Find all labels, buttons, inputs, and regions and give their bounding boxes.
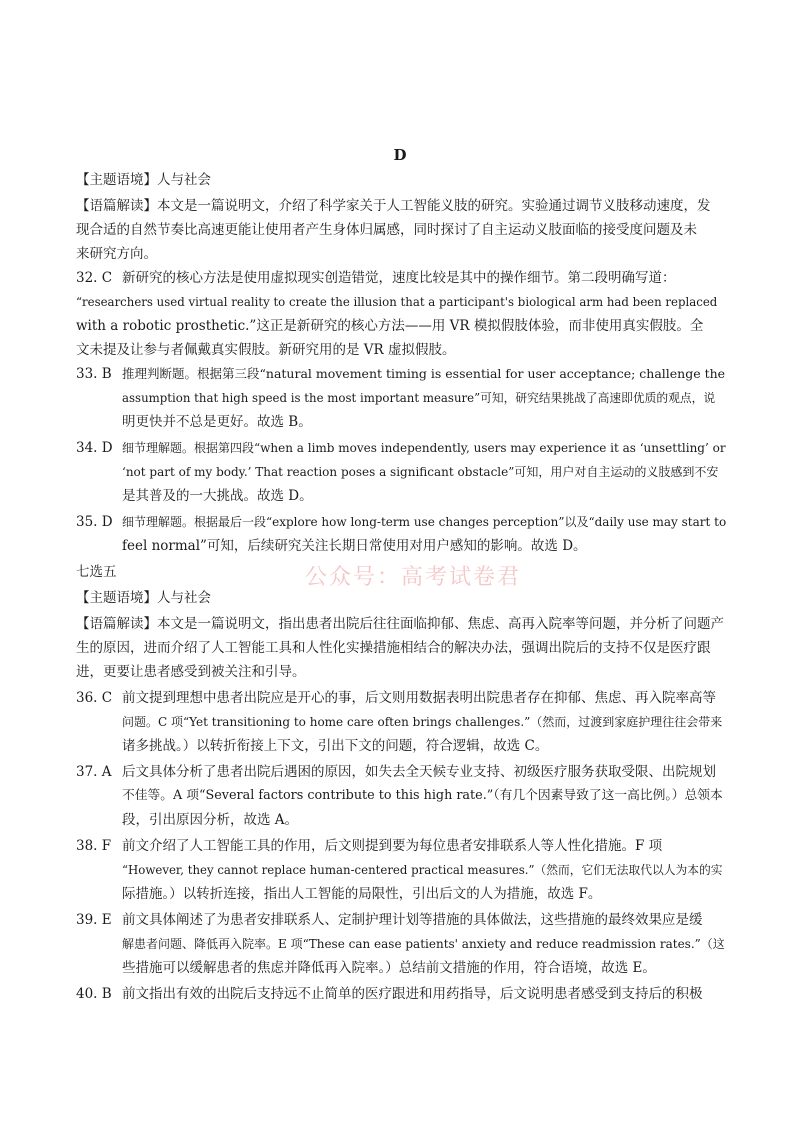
answer-explanation-line: 细节理解题。根据第四段“when a limb moves independently, users may experience it as ‘unsettling’ or: [122, 441, 726, 455]
answer-explanation-line: 推理判断题。根据第三段“natural movement timing is essential for user acceptance; challenge the: [122, 366, 726, 381]
section-7-analysis-line: 生的原因，进而介绍了人工智能工具和人性化实操措施相结合的解决办法，强调出院后的支持不仅是医疗跟: [76, 640, 711, 656]
section-d-analysis-line: 来研究方向。: [76, 246, 157, 262]
answer-explanation-line: 前文介绍了人工智能工具的作用，后文则提到要为每位患者安排联系人等人性化措施。F 项: [122, 838, 663, 854]
answer-explanation-line: 明更快并不总是更好。故选 B。: [122, 414, 312, 430]
answer-explanation-line: 问题。C 项“Yet transitioning to home care often brings challenges.”（然而，过渡到家庭护理往往会带来: [122, 715, 723, 729]
answer-explanation-line: 新研究的核心方法是使用虚拟现实创造错觉，速度比较是其中的操作细节。第二段明确写道：: [122, 270, 676, 286]
answer-explanation-line: “researchers used virtual reality to create the illusion that a participant's biological arm had been replaced: [76, 295, 718, 309]
answer-number: 34. D: [76, 440, 113, 456]
answer-explanation-line: “However, they cannot replace human-centered practical measures.”（然而，它们无法取代以人为本的实: [122, 863, 723, 877]
answer-number: 37. A: [76, 764, 112, 780]
answer-explanation-line: 前文提到理想中患者出院应是开心的事，后文则用数据表明出院患者存在抑郁、焦虑、再入院率高等: [122, 690, 716, 706]
section-d-analysis-line: 现合适的自然节奏比高速更能让使用者产生身体归属感，同时探讨了自主运动义肢面临的接受度问题及未: [76, 222, 697, 238]
answer-number: 35. D: [76, 514, 113, 530]
answer-explanation-line: 是其普及的一大挑战。故选 D。: [122, 488, 313, 504]
section-7-theme: 【主题语境】人与社会: [76, 590, 211, 606]
answer-explanation-line: ‘not part of my body.’ That reaction poses a significant obstacle”可知，用户对自主运动的义肢感到不安: [122, 465, 719, 479]
section-d-analysis-line: 【语篇解读】本文是一篇说明文，介绍了科学家关于人工智能义肢的研究。实验通过调节义肢移动速度，发: [76, 198, 711, 214]
section-7-heading: 七选五: [76, 564, 117, 580]
answer-explanation-line: 些措施可以缓解患者的焦虑并降低再入院率。）总结前文措施的作用，符合语境，故选 E。: [122, 960, 656, 976]
answer-explanation-line: with a robotic prosthetic.”这正是新研究的核心方法——用 VR 模拟假肢体验，而非使用真实假肢。全: [76, 318, 704, 334]
watermark: 公众号：高考试卷君: [305, 565, 522, 590]
answer-number: 32. C: [76, 270, 113, 286]
answer-number: 38. F: [76, 838, 112, 854]
answer-explanation-line: 文未提及让参与者佩戴真实假肢。新研究用的是 VR 虚拟假肢。: [76, 342, 456, 358]
answer-number: 39. E: [76, 912, 112, 928]
answer-explanation-line: 前文指出有效的出院后支持远不止简单的医疗跟进和用药指导，后文说明患者感受到支持后的积极: [122, 986, 703, 1002]
answer-explanation-line: 后文具体分析了患者出院后遇困的原因，如失去全天候专业支持、初级医疗服务获取受限、出院规划: [122, 764, 716, 780]
answer-number: 40. B: [76, 986, 112, 1002]
section-d-theme: 【主题语境】人与社会: [76, 172, 211, 188]
answer-explanation-line: 细节理解题。根据最后一段“explore how long-term use changes perception”以及“daily use may start to: [122, 515, 727, 529]
answer-number: 36. C: [76, 690, 113, 706]
section-7-analysis-line: 进，更要让患者感受到被关注和引导。: [76, 664, 306, 680]
answer-explanation-line: 际措施。）以转折连接，指出人工智能的局限性，引出后文的人为措施，故选 F。: [122, 886, 602, 902]
answer-explanation-line: 解患者问题、降低再入院率。E 项“These can ease patients' anxiety and reduce readmission rates.”（这: [122, 937, 725, 951]
answer-explanation-line: feel normal”可知，后续研究关注长期日常使用对用户感知的影响。故选 D。: [122, 538, 587, 554]
answer-number: 33. B: [76, 366, 112, 382]
answer-explanation-line: assumption that high speed is the most important measure”可知，研究结果挑战了高速即优质的观点，说: [122, 391, 716, 405]
answer-explanation-line: 不佳等。A 项“Several factors contribute to this high rate.”（有几个因素导致了这一高比例。）总领本: [122, 788, 723, 803]
answer-explanation-line: 段，引出原因分析，故选 A。: [122, 812, 299, 828]
section-d-heading: D: [393, 146, 407, 164]
section-7-analysis-line: 【语篇解读】本文是一篇说明文，指出患者出院后往往面临抑郁、焦虑、高再入院率等问题，并分析了问题产: [76, 616, 724, 632]
answer-explanation-line: 前文具体阐述了为患者安排联系人、定制护理计划等措施的具体做法，这些措施的最终效果应是缓: [122, 912, 703, 928]
answer-explanation-line: 诸多挑战。）以转折衔接上下文，引出下文的问题，符合逻辑，故选 C。: [122, 738, 549, 754]
